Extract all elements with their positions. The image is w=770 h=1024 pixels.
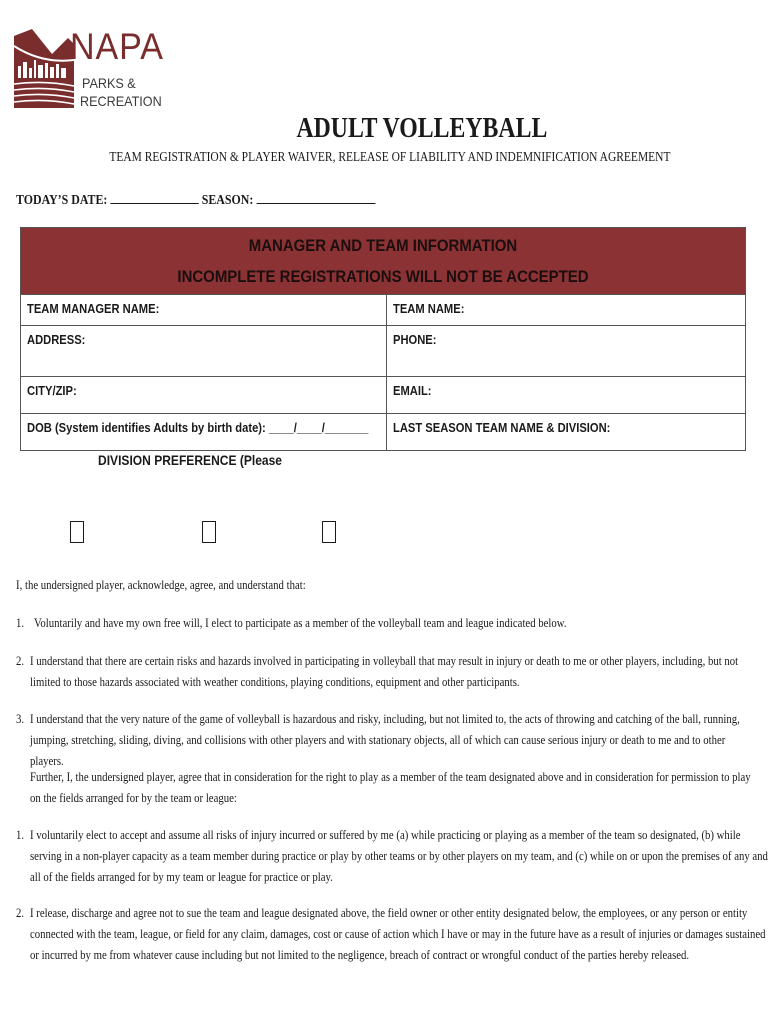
document-title: ADULT VOLLEYBALL [296, 112, 548, 144]
team-manager-name-field[interactable]: TEAM MANAGER NAME: [21, 295, 387, 325]
list-number: 2. [16, 906, 25, 920]
last-season-team-field[interactable]: LAST SEASON TEAM NAME & DIVISION: [393, 420, 611, 435]
division-checkbox-3[interactable] [322, 521, 336, 543]
waiver-intro: I, the undersigned player, acknowledge, agree, and understand that: [16, 578, 306, 592]
season-field[interactable] [256, 191, 375, 204]
table-header [21, 228, 745, 295]
phone-field[interactable]: PHONE: [393, 332, 437, 347]
manager-team-table [20, 227, 746, 451]
email-field[interactable]: EMAIL: [393, 383, 432, 398]
city-zip-field[interactable]: CITY/ZIP: [21, 377, 387, 413]
list-text: I understand that the very nature of the game of volleyball is hazardous and risky, including, but not limited to, the acts of throwing and catching of the ball, running, jumping, stretching, sliding, diving, and collisions with other players and with stationary objects, all of which can cause serious injury or death to me and to other players. [30, 712, 740, 768]
document-subtitle: TEAM REGISTRATION & PLAYER WAIVER, RELEASE OF LIABILITY AND INDEMNIFICATION AGREEMENT [109, 150, 671, 165]
logo-subtitle-parks: PARKS & [82, 75, 136, 91]
list-number: 3. [16, 712, 25, 726]
team-name-field[interactable]: TEAM NAME: [393, 301, 465, 316]
list-number: 2. [16, 654, 25, 668]
table-header-line2: INCOMPLETE REGISTRATIONS WILL NOT BE ACCEPTED [177, 267, 589, 286]
division-checkbox-2[interactable] [202, 521, 216, 543]
table-row [21, 377, 745, 414]
todays-date-field[interactable] [110, 191, 198, 204]
list-text: I release, discharge and agree not to sue the team and league designated above, the field owner or other entity designated below, the employees, or any person or entity connected with the team, league, or field for any claim, damages, cost or cause of action which I have or may in the future have as a result of injuries or damages sustained or incurred by me from whatever cause including but not limited to the negligence, breach of contract or wrongful conduct of the parties hereby released. [30, 906, 766, 962]
list-number: 1. [16, 828, 25, 842]
table-row [21, 414, 745, 450]
table-header-line1: MANAGER AND TEAM INFORMATION [248, 236, 518, 255]
logo-wordmark: NAPA [70, 26, 164, 67]
date-season-line [16, 191, 375, 209]
address-field[interactable]: ADDRESS: [21, 326, 387, 376]
list-number: 1. [16, 616, 25, 630]
list-text: Voluntarily and have my own free will, I elect to participate as a member of the volleyball team and league indicated below. [34, 616, 567, 630]
table-row [21, 295, 745, 326]
dob-field[interactable]: DOB (System identifies Adults by birth date): ____/____/_______ [21, 414, 387, 450]
waiver-further-paragraph: Further, I, the undersigned player, agree that in consideration for the right to play as a member of the team designated above and in consideration for permission to play on the fields arranged for by the team or league: [30, 770, 751, 805]
logo-subtitle-recreation: RECREATION [80, 93, 162, 109]
division-checkbox-1[interactable] [70, 521, 84, 543]
list-text: I understand that there are certain risks and hazards involved in participating in volleyball that may result in injury or death to me or other players, including, but not limited to those hazards associated with weather conditions, playing conditions, equipment and other participants. [30, 654, 739, 689]
todays-date-label: TODAY’S DATE: [16, 193, 108, 208]
table-row [21, 326, 745, 377]
list-text: I voluntarily elect to accept and assume all risks of injury incurred or suffered by me (a) while practicing or playing as a member of the team so designated, (b) while serving in a non-player capacity as a team member during practice or play by other teams or by other players on my team, and (c) while on or upon the premises of any and all of the fields arranged for by my team or league for practice or play. [30, 828, 768, 884]
division-preference-label: DIVISION PREFERENCE (Please [98, 452, 282, 468]
season-label: SEASON: [201, 193, 254, 208]
